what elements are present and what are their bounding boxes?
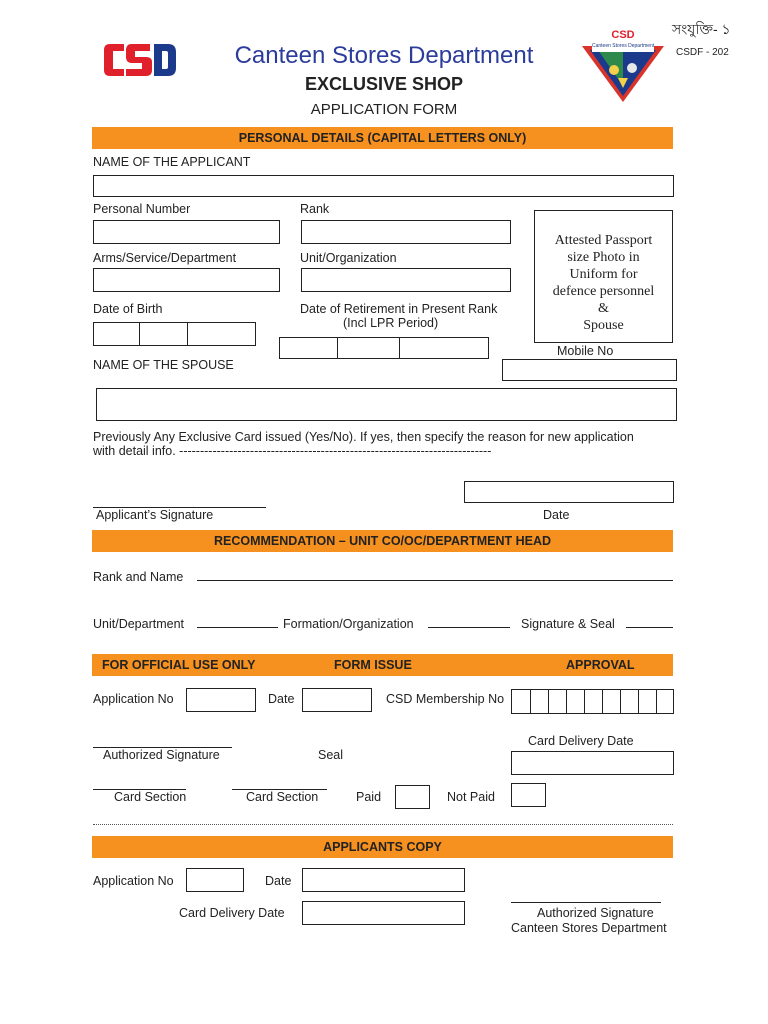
membership-divider [638,690,639,713]
photo-text: defence personnel [552,284,655,299]
personal-details-header: PERSONAL DETAILS (CAPITAL LETTERS ONLY) [92,127,673,149]
previous-card-text-2: with detail info. --------------------------------------------------------------------------- [93,444,492,458]
card-delivery-label: Card Delivery Date [528,734,634,748]
photo-text: size Photo in [567,250,640,265]
unit-organization-field[interactable] [301,268,511,292]
applicant-name-field[interactable] [93,175,674,197]
date-label: Date [268,692,295,706]
copy-authorized-signature-label: Authorized Signature [537,906,654,920]
previous-card-text: Previously Any Exclusive Card issued (Yes/No). If yes, then specify the reason for new application [93,430,634,444]
photo-box[interactable] [534,210,673,343]
not-paid-checkbox[interactable] [511,783,546,807]
rank-field[interactable] [301,220,511,244]
membership-divider [584,690,585,713]
membership-divider [656,690,657,713]
copy-date-field[interactable] [302,868,465,892]
photo-text: & [598,301,609,316]
formation-line[interactable] [428,627,510,628]
membership-divider [620,690,621,713]
retirement-sub-label: (Incl LPR Period) [343,316,439,330]
dob-divider [187,323,188,345]
membership-divider [566,690,567,713]
copy-authorized-signature-line[interactable] [511,902,661,903]
copy-card-delivery-label: Card Delivery Date [179,906,285,920]
copy-department-label: Canteen Stores Department [511,921,667,935]
annex-label: সংযুক্তি- ১ [672,21,731,37]
copy-application-no-field[interactable] [186,868,244,892]
retirement-date-field[interactable] [279,337,489,359]
paid-checkbox[interactable] [395,785,430,809]
copy-card-delivery-field[interactable] [302,901,465,925]
card-section-label-1: Card Section [114,790,187,804]
spouse-name-field[interactable] [96,388,677,421]
recommendation-header: RECOMMENDATION – UNIT CO/OC/DEPARTMENT HEAD [92,530,673,552]
form-code: CSDF - 202 [676,47,729,58]
membership-divider [602,690,603,713]
copy-date-label: Date [265,874,292,888]
approval-title: APPROVAL [566,658,635,672]
photo-text: Attested Passport [554,233,653,248]
not-paid-label: Not Paid [447,790,495,804]
org-name: Canteen Stores Department [234,42,534,69]
mobile-field[interactable] [502,359,677,381]
rank-label: Rank [300,202,330,216]
retirement-label: Date of Retirement in Present Rank [300,302,498,316]
rank-and-name-label: Rank and Name [93,570,184,584]
copy-application-no-label: Application No [93,874,174,888]
form-issue-title: FORM ISSUE [334,658,412,672]
seal-label: Seal [318,748,344,762]
membership-no-label: CSD Membership No [386,692,505,706]
applicant-signature-label: Applicant’s Signature [96,508,214,522]
photo-text: Spouse [583,318,624,333]
formation-label: Formation/Organization [283,617,414,631]
applicant-name-label: NAME OF THE APPLICANT [93,155,251,169]
applicants-copy-header: APPLICANTS COPY [92,836,673,858]
personal-number-field[interactable] [93,220,280,244]
photo-text: Uniform for [569,267,638,282]
shop-title: EXCLUSIVE SHOP [304,74,464,94]
emblem-logo-text: CSD [611,29,635,41]
unit-department-label: Unit/Department [93,617,185,631]
csd-emblem [578,28,668,104]
unit-organization-label: Unit/Organization [300,251,397,265]
signature-seal-label: Signature & Seal [521,617,615,631]
card-section-label-2: Card Section [246,790,319,804]
spouse-name-label: NAME OF THE SPOUSE [93,358,234,372]
applicant-date-field[interactable] [464,481,674,503]
retirement-divider [399,338,400,358]
application-no-field[interactable] [186,688,256,712]
application-no-label: Application No [93,692,174,706]
card-delivery-field[interactable] [511,751,674,775]
arms-label: Arms/Service/Department [93,251,237,265]
paid-label: Paid [356,790,382,804]
official-use-header [92,654,673,676]
membership-divider [530,690,531,713]
dob-field[interactable] [93,322,256,346]
dob-label: Date of Birth [93,302,163,316]
authorized-signature-label: Authorized Signature [103,748,220,762]
mobile-label: Mobile No [557,344,614,358]
membership-divider [548,690,549,713]
personal-number-label: Personal Number [93,202,191,216]
applicant-date-label: Date [543,508,570,522]
arms-field[interactable] [93,268,280,292]
emblem-caption: Canteen Stores Department [592,43,654,49]
dob-divider [139,323,140,345]
membership-no-field[interactable] [511,689,674,714]
cut-line [93,824,673,825]
form-title: APPLICATION FORM [310,101,458,118]
rank-and-name-line[interactable] [197,580,673,581]
date-field[interactable] [302,688,372,712]
official-use-title: FOR OFFICIAL USE ONLY [102,658,256,672]
retirement-divider [337,338,338,358]
signature-seal-line[interactable] [626,627,673,628]
unit-department-line[interactable] [197,627,278,628]
